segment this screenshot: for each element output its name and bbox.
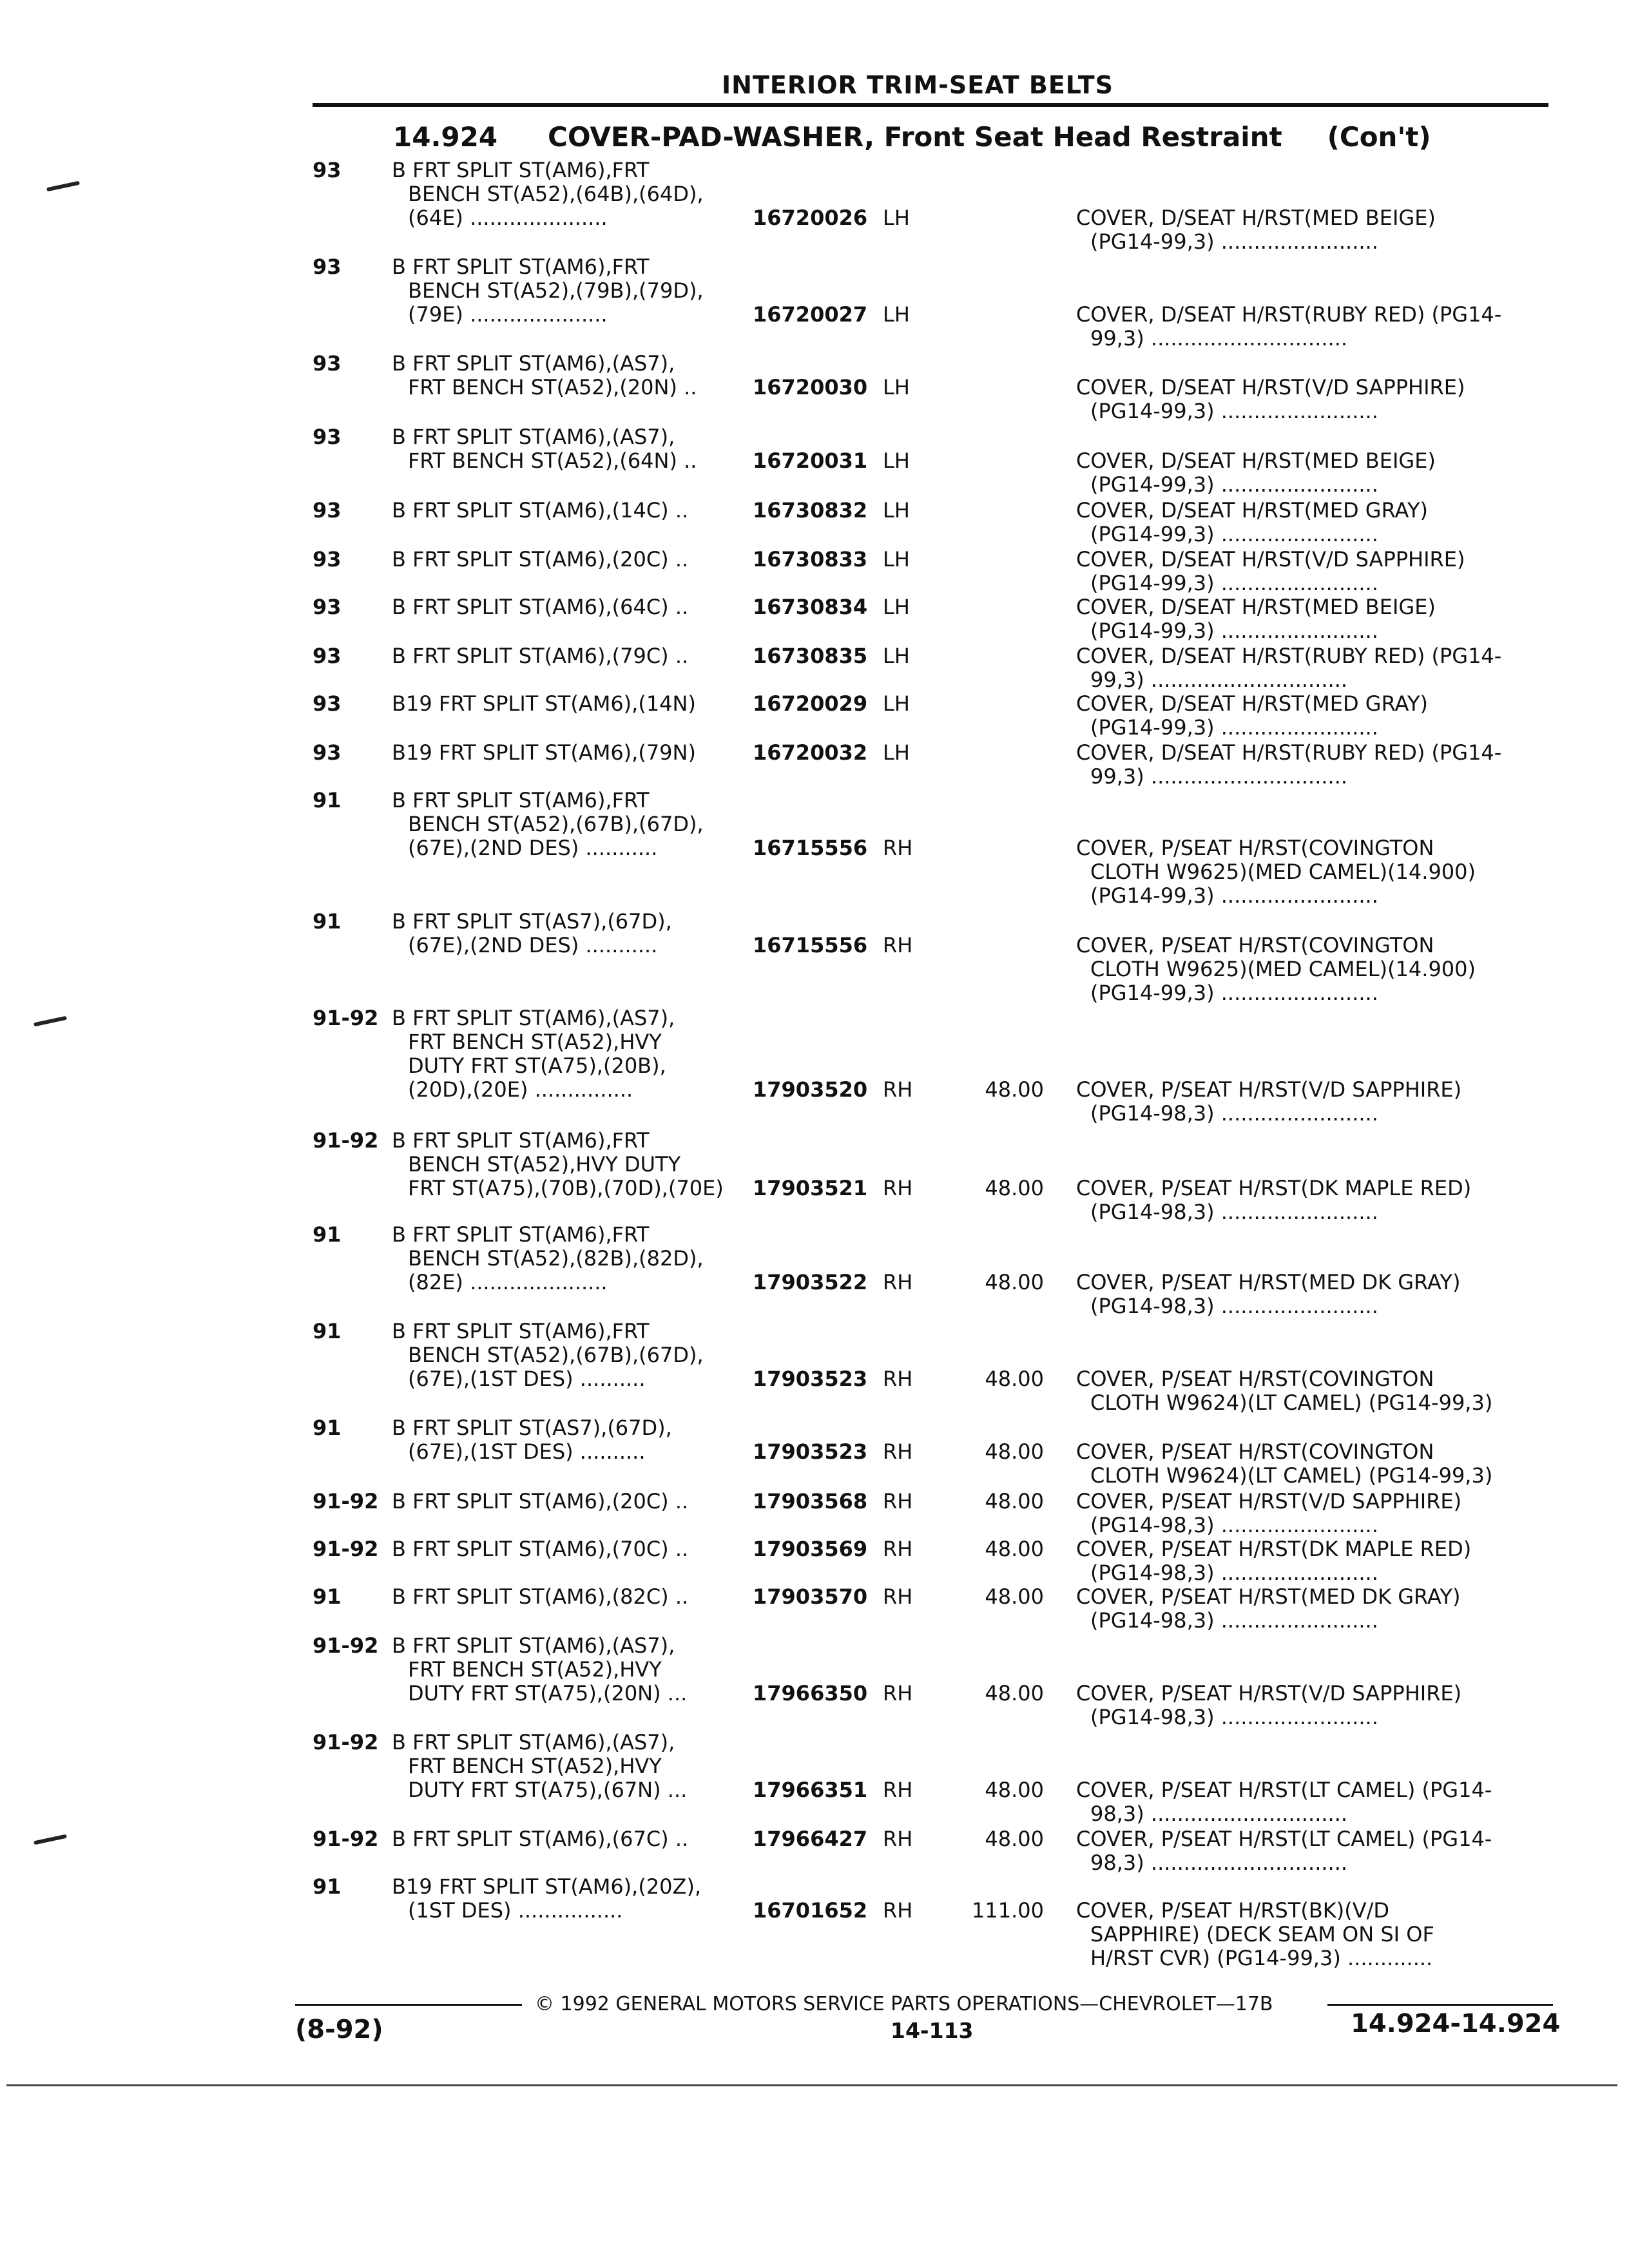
part-number: 16730834 (753, 595, 868, 619)
application-description (392, 910, 753, 957)
model-year: 91 (313, 1584, 342, 1609)
application-description (392, 255, 753, 327)
part-description (1076, 1367, 1547, 1415)
description-line: BENCH ST(A52),(67B),(67D), (408, 812, 704, 836)
description-line: FRT BENCH ST(A52),HVY (408, 1754, 662, 1778)
part-number: 17903523 (753, 1439, 868, 1464)
part-description-line: COVER, P/SEAT H/RST(LT CAMEL) (PG14- (1076, 1827, 1492, 1851)
part-description-line: SAPPHIRE) (DECK SEAM ON SI OF (1090, 1922, 1434, 1946)
section-heading (393, 121, 1431, 153)
application-description (392, 352, 753, 399)
part-number: 17966427 (753, 1827, 868, 1851)
model-year: 93 (313, 158, 342, 182)
description-line: B FRT SPLIT ST(AM6),(79C) .. (392, 644, 689, 668)
part-description-line: COVER, D/SEAT H/RST(MED GRAY) (1076, 498, 1428, 523)
list-price: 48.00 (985, 1827, 1044, 1851)
part-description (1076, 1177, 1547, 1224)
part-description-line: COVER, P/SEAT H/RST(COVINGTON (1076, 836, 1434, 860)
part-number: 16730832 (753, 498, 868, 523)
description-line: B FRT SPLIT ST(AM6),(AS7), (392, 1730, 675, 1754)
part-description-line: (PG14-99,3) ........................ (1090, 229, 1378, 254)
side-code: RH (883, 1439, 913, 1464)
part-description (1076, 1899, 1547, 1970)
model-year: 91-92 (313, 1489, 379, 1514)
description-line: B FRT SPLIT ST(AM6),FRT (392, 255, 650, 279)
part-description-line: COVER, P/SEAT H/RST(DK MAPLE RED) (1076, 1176, 1472, 1200)
punch-hole-mark (46, 181, 80, 192)
description-line: (79E) ..................... (408, 302, 608, 327)
description-line: B FRT SPLIT ST(AM6),(AS7), (392, 351, 675, 376)
part-description (1076, 1271, 1547, 1318)
side-code: RH (883, 1077, 913, 1102)
section-title: COVER-PAD-WASHER, Front Seat Head Restraint (548, 121, 1282, 153)
list-price: 111.00 (972, 1898, 1044, 1923)
part-number: 16715556 (753, 836, 868, 860)
part-description-line: CLOTH W9625)(MED CAMEL)(14.900) (1090, 957, 1476, 981)
application-description (392, 1006, 753, 1102)
part-description (1076, 449, 1547, 497)
side-code: LH (883, 375, 910, 399)
model-year: 93 (313, 740, 342, 765)
part-description (1076, 548, 1547, 595)
application-description (392, 1320, 753, 1391)
side-code: RH (883, 1489, 913, 1514)
part-description-line: COVER, P/SEAT H/RST(V/D SAPPHIRE) (1076, 1681, 1462, 1706)
description-line: FRT BENCH ST(A52),(20N) .. (408, 375, 697, 399)
part-description (1076, 1585, 1547, 1633)
part-description-line: CLOTH W9624)(LT CAMEL) (PG14-99,3) (1090, 1390, 1493, 1415)
part-description (1076, 1440, 1547, 1488)
part-description-line: COVER, P/SEAT H/RST(MED DK GRAY) (1076, 1270, 1461, 1294)
part-number: 17903522 (753, 1270, 868, 1294)
part-number: 17966351 (753, 1778, 868, 1802)
description-line: FRT BENCH ST(A52),(64N) .. (408, 448, 697, 473)
application-description (392, 425, 753, 473)
part-description-line: (PG14-99,3) ........................ (1090, 522, 1378, 546)
description-line: FRT BENCH ST(A52),HVY (408, 1657, 662, 1682)
punch-hole-mark (34, 1834, 67, 1845)
part-description-line: (PG14-98,3) ........................ (1090, 1705, 1378, 1729)
model-year: 93 (313, 255, 342, 279)
description-line: B FRT SPLIT ST(AM6),FRT (392, 1128, 650, 1153)
model-year: 93 (313, 547, 342, 572)
description-line: B FRT SPLIT ST(AM6),(82C) .. (392, 1584, 689, 1609)
description-line: B FRT SPLIT ST(AM6),FRT (392, 1319, 650, 1343)
description-line: DUTY FRT ST(A75),(67N) ... (408, 1778, 688, 1802)
side-code: RH (883, 1584, 913, 1609)
footer-rule-left (295, 2004, 522, 2006)
part-description-line: COVER, D/SEAT H/RST(RUBY RED) (PG14- (1076, 644, 1502, 668)
part-description-line: COVER, D/SEAT H/RST(MED BEIGE) (1076, 448, 1436, 473)
part-description (1076, 303, 1547, 351)
part-number: 16720027 (753, 302, 868, 327)
list-price: 48.00 (985, 1270, 1044, 1294)
part-description (1076, 499, 1547, 546)
part-description-line: COVER, D/SEAT H/RST(RUBY RED) (PG14- (1076, 302, 1502, 327)
model-year: 91 (313, 909, 342, 934)
description-line: BENCH ST(A52),HVY DUTY (408, 1152, 681, 1177)
model-year: 93 (313, 691, 342, 716)
application-description (392, 741, 753, 765)
part-description (1076, 206, 1547, 254)
side-code: LH (883, 448, 910, 473)
model-year: 93 (313, 425, 342, 449)
description-line: B FRT SPLIT ST(AM6),(67C) .. (392, 1827, 689, 1851)
part-description-line: COVER, P/SEAT H/RST(BK)(V/D (1076, 1898, 1390, 1923)
description-line: BENCH ST(A52),(64B),(64D), (408, 182, 704, 206)
part-number: 16730833 (753, 547, 868, 572)
side-code: LH (883, 498, 910, 523)
application-description (392, 1129, 753, 1200)
application-description (392, 159, 753, 230)
description-line: DUTY FRT ST(A75),(20B), (408, 1053, 666, 1078)
side-code: RH (883, 933, 913, 957)
application-description (392, 1416, 753, 1464)
description-line: B FRT SPLIT ST(AM6),(20C) .. (392, 547, 689, 572)
side-code: LH (883, 691, 910, 716)
application-description (392, 1537, 753, 1561)
part-description-line: COVER, D/SEAT H/RST(MED BEIGE) (1076, 595, 1436, 619)
part-description (1076, 376, 1547, 423)
part-description-line: COVER, P/SEAT H/RST(DK MAPLE RED) (1076, 1537, 1472, 1561)
part-description-line: 98,3) .............................. (1090, 1850, 1348, 1875)
part-description-line: COVER, P/SEAT H/RST(LT CAMEL) (PG14- (1076, 1778, 1492, 1802)
description-line: B19 FRT SPLIT ST(AM6),(79N) (392, 740, 696, 765)
model-year: 91-92 (313, 1827, 379, 1851)
model-year: 91-92 (313, 1006, 379, 1030)
punch-hole-mark (34, 1016, 67, 1027)
description-line: BENCH ST(A52),(67B),(67D), (408, 1343, 704, 1367)
application-description (392, 1827, 753, 1851)
application-description (392, 1875, 753, 1923)
part-description-line: COVER, P/SEAT H/RST(V/D SAPPHIRE) (1076, 1489, 1462, 1514)
description-line: (67E),(1ST DES) .......... (408, 1439, 646, 1464)
part-description (1076, 1778, 1547, 1826)
part-number: 17903568 (753, 1489, 868, 1514)
list-price: 48.00 (985, 1537, 1044, 1561)
application-description (392, 692, 753, 716)
side-code: RH (883, 1827, 913, 1851)
part-description (1076, 934, 1547, 1005)
application-description (392, 789, 753, 860)
part-description-line: COVER, D/SEAT H/RST(MED GRAY) (1076, 691, 1428, 716)
part-description-line: (PG14-99,3) ........................ (1090, 399, 1378, 423)
side-code: RH (883, 1681, 913, 1706)
model-year: 91-92 (313, 1730, 379, 1754)
application-description (392, 1634, 753, 1706)
model-year: 91 (313, 1319, 342, 1343)
section-number: 14.924 (393, 121, 498, 153)
application-description (392, 499, 753, 523)
part-description (1076, 692, 1547, 740)
model-year: 93 (313, 498, 342, 523)
part-description (1076, 1490, 1547, 1537)
header-rule (313, 103, 1548, 107)
side-code: LH (883, 547, 910, 572)
part-description-line: (PG14-99,3) ........................ (1090, 619, 1378, 643)
part-description-line: (PG14-98,3) ........................ (1090, 1101, 1378, 1126)
part-description-line: (PG14-98,3) ........................ (1090, 1513, 1378, 1537)
description-line: B FRT SPLIT ST(AM6),(AS7), (392, 1633, 675, 1658)
description-line: (20D),(20E) ............... (408, 1077, 633, 1102)
part-description-line: COVER, D/SEAT H/RST(MED BEIGE) (1076, 206, 1436, 230)
list-price: 48.00 (985, 1778, 1044, 1802)
part-number: 16720032 (753, 740, 868, 765)
list-price: 48.00 (985, 1077, 1044, 1102)
model-year: 91-92 (313, 1537, 379, 1561)
description-line: BENCH ST(A52),(82B),(82D), (408, 1246, 704, 1271)
model-year: 91-92 (313, 1128, 379, 1153)
model-year: 91 (313, 1416, 342, 1440)
footer-page-number: 14-113 (891, 2018, 974, 2043)
description-line: B FRT SPLIT ST(AM6),(AS7), (392, 1006, 675, 1030)
part-description (1076, 644, 1547, 692)
part-description-line: COVER, P/SEAT H/RST(COVINGTON (1076, 1367, 1434, 1391)
description-line: B FRT SPLIT ST(AM6),(AS7), (392, 425, 675, 449)
description-line: DUTY FRT ST(A75),(20N) ... (408, 1681, 688, 1706)
part-description-line: COVER, P/SEAT H/RST(COVINGTON (1076, 1439, 1434, 1464)
description-line: FRT BENCH ST(A52),HVY (408, 1030, 662, 1054)
list-price: 48.00 (985, 1439, 1044, 1464)
list-price: 48.00 (985, 1176, 1044, 1200)
footer-section-range: 14.924-14.924 (1351, 2009, 1561, 2039)
part-description (1076, 595, 1547, 643)
description-line: (67E),(2ND DES) ........... (408, 933, 658, 957)
side-code: RH (883, 1367, 913, 1391)
list-price: 48.00 (985, 1681, 1044, 1706)
part-description-line: COVER, P/SEAT H/RST(MED DK GRAY) (1076, 1584, 1461, 1609)
description-line: FRT ST(A75),(70B),(70D),(70E) (408, 1176, 724, 1200)
part-description-line: 99,3) .............................. (1090, 326, 1348, 351)
list-price: 48.00 (985, 1489, 1044, 1514)
part-description-line: COVER, D/SEAT H/RST(V/D SAPPHIRE) (1076, 375, 1465, 399)
model-year: 91 (313, 1222, 342, 1247)
part-description-line: H/RST CVR) (PG14-99,3) ............. (1090, 1946, 1433, 1970)
description-line: BENCH ST(A52),(79B),(79D), (408, 278, 704, 303)
part-number: 17903569 (753, 1537, 868, 1561)
model-year: 91 (313, 1874, 342, 1899)
part-description-line: 99,3) .............................. (1090, 668, 1348, 692)
part-description-line: (PG14-98,3) ........................ (1090, 1200, 1378, 1224)
part-description (1076, 741, 1547, 789)
part-description-line: COVER, P/SEAT H/RST(COVINGTON (1076, 933, 1434, 957)
part-description-line: CLOTH W9624)(LT CAMEL) (PG14-99,3) (1090, 1463, 1493, 1488)
description-line: B FRT SPLIT ST(AM6),(20C) .. (392, 1489, 689, 1514)
application-description (392, 1585, 753, 1609)
description-line: (64E) ..................... (408, 206, 608, 230)
side-code: RH (883, 836, 913, 860)
application-description (392, 1731, 753, 1802)
part-number: 16730835 (753, 644, 868, 668)
part-description-line: COVER, D/SEAT H/RST(RUBY RED) (PG14- (1076, 740, 1502, 765)
part-number: 16720026 (753, 206, 868, 230)
part-description-line: (PG14-98,3) ........................ (1090, 1294, 1378, 1318)
model-year: 93 (313, 644, 342, 668)
part-description-line: COVER, D/SEAT H/RST(V/D SAPPHIRE) (1076, 547, 1465, 572)
part-description (1076, 1827, 1547, 1875)
side-code: RH (883, 1778, 913, 1802)
side-code: RH (883, 1537, 913, 1561)
description-line: B19 FRT SPLIT ST(AM6),(14N) (392, 691, 696, 716)
description-line: B FRT SPLIT ST(AM6),(14C) .. (392, 498, 689, 523)
part-number: 17903520 (753, 1077, 868, 1102)
part-number: 16720031 (753, 448, 868, 473)
side-code: RH (883, 1270, 913, 1294)
description-line: B FRT SPLIT ST(AS7),(67D), (392, 909, 672, 934)
side-code: RH (883, 1176, 913, 1200)
application-description (392, 548, 753, 572)
application-description (392, 1223, 753, 1294)
part-number: 16720030 (753, 375, 868, 399)
description-line: B FRT SPLIT ST(AM6),FRT (392, 158, 650, 182)
part-number: 16715556 (753, 933, 868, 957)
part-description-line: CLOTH W9625)(MED CAMEL)(14.900) (1090, 860, 1476, 884)
part-description-line: COVER, P/SEAT H/RST(V/D SAPPHIRE) (1076, 1077, 1462, 1102)
description-line: B FRT SPLIT ST(AM6),(70C) .. (392, 1537, 689, 1561)
side-code: LH (883, 595, 910, 619)
footer-copyright: © 1992 GENERAL MOTORS SERVICE PARTS OPERATIONS—CHEVROLET—17B (535, 1993, 1273, 2015)
list-price: 48.00 (985, 1584, 1044, 1609)
description-line: B FRT SPLIT ST(AM6),FRT (392, 1222, 650, 1247)
part-description (1076, 1078, 1547, 1126)
description-line: B FRT SPLIT ST(AS7),(67D), (392, 1416, 672, 1440)
application-description (392, 595, 753, 619)
side-code: LH (883, 644, 910, 668)
part-description-line: (PG14-99,3) ........................ (1090, 571, 1378, 595)
model-year: 91 (313, 788, 342, 812)
description-line: (67E),(2ND DES) ........... (408, 836, 658, 860)
page-title: INTERIOR TRIM-SEAT BELTS (722, 71, 1113, 99)
section-continued: (Con't) (1327, 121, 1431, 153)
part-description-line: (PG14-99,3) ........................ (1090, 883, 1378, 908)
side-code: LH (883, 740, 910, 765)
model-year: 93 (313, 595, 342, 619)
list-price: 48.00 (985, 1367, 1044, 1391)
part-number: 17903523 (753, 1367, 868, 1391)
description-line: B FRT SPLIT ST(AM6),(64C) .. (392, 595, 689, 619)
part-number: 16701652 (753, 1898, 868, 1923)
description-line: (82E) ..................... (408, 1270, 608, 1294)
part-description-line: (PG14-99,3) ........................ (1090, 472, 1378, 497)
part-description (1076, 1682, 1547, 1729)
footer-rule-right (1327, 2004, 1553, 2006)
description-line: B FRT SPLIT ST(AM6),FRT (392, 788, 650, 812)
side-code: LH (883, 302, 910, 327)
side-code: RH (883, 1898, 913, 1923)
application-description (392, 644, 753, 668)
part-description (1076, 836, 1547, 908)
model-year: 91-92 (313, 1633, 379, 1658)
application-description (392, 1490, 753, 1514)
side-code: LH (883, 206, 910, 230)
part-description-line: (PG14-99,3) ........................ (1090, 981, 1378, 1005)
page-bottom-rule (6, 2084, 1617, 2086)
part-description-line: (PG14-98,3) ........................ (1090, 1608, 1378, 1633)
part-number: 17966350 (753, 1681, 868, 1706)
part-description-line: (PG14-98,3) ........................ (1090, 1561, 1378, 1585)
description-line: (1ST DES) ................ (408, 1898, 623, 1923)
description-line: (67E),(1ST DES) .......... (408, 1367, 646, 1391)
part-number: 17903521 (753, 1176, 868, 1200)
part-number: 17903570 (753, 1584, 868, 1609)
part-description (1076, 1537, 1547, 1585)
description-line: B19 FRT SPLIT ST(AM6),(20Z), (392, 1874, 702, 1899)
part-number: 16720029 (753, 691, 868, 716)
part-description-line: 98,3) .............................. (1090, 1802, 1348, 1826)
model-year: 93 (313, 351, 342, 376)
part-description-line: 99,3) .............................. (1090, 764, 1348, 789)
footer-date: (8-92) (295, 2015, 383, 2044)
part-description-line: (PG14-99,3) ........................ (1090, 715, 1378, 740)
